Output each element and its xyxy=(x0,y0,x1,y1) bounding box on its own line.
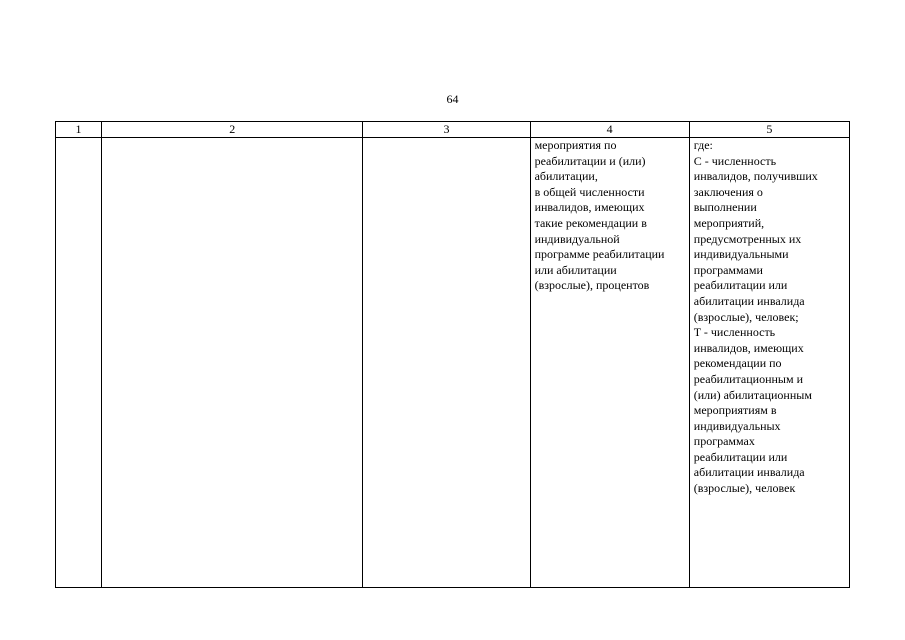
column-header-1: 1 xyxy=(56,122,102,138)
column-header-2: 2 xyxy=(102,122,363,138)
cell-col-3 xyxy=(363,138,530,588)
column-header-5: 5 xyxy=(689,122,849,138)
cell-col-4: мероприятия по реабилитации и (или) абилитации, в общей численности инвалидов, имеющих такие рекомендации в индивидуальной программе реабилитации или абилитации (взрослые), процентов xyxy=(530,138,689,588)
page-number: 64 xyxy=(446,92,459,106)
column-header-3: 3 xyxy=(363,122,530,138)
cell-col-5: где: C - численность инвалидов, получивших заключения о выполнении мероприятий, предусмотренных их индивидуальными программами реабилитации или абилитации инвалида (взрослые), человек; T - численность инвалидов, имеющих рекомендации по реабилитационным и (или) абилитационным мероприятиям в индивидуальных программах реабилитации или абилитации инвалида (взрослые), человек xyxy=(689,138,849,588)
column-header-4: 4 xyxy=(530,122,689,138)
table-header-row xyxy=(56,122,850,138)
cell-col-1 xyxy=(56,138,102,588)
cell-col-2 xyxy=(102,138,363,588)
table-row xyxy=(56,138,850,588)
document-table xyxy=(55,121,850,588)
